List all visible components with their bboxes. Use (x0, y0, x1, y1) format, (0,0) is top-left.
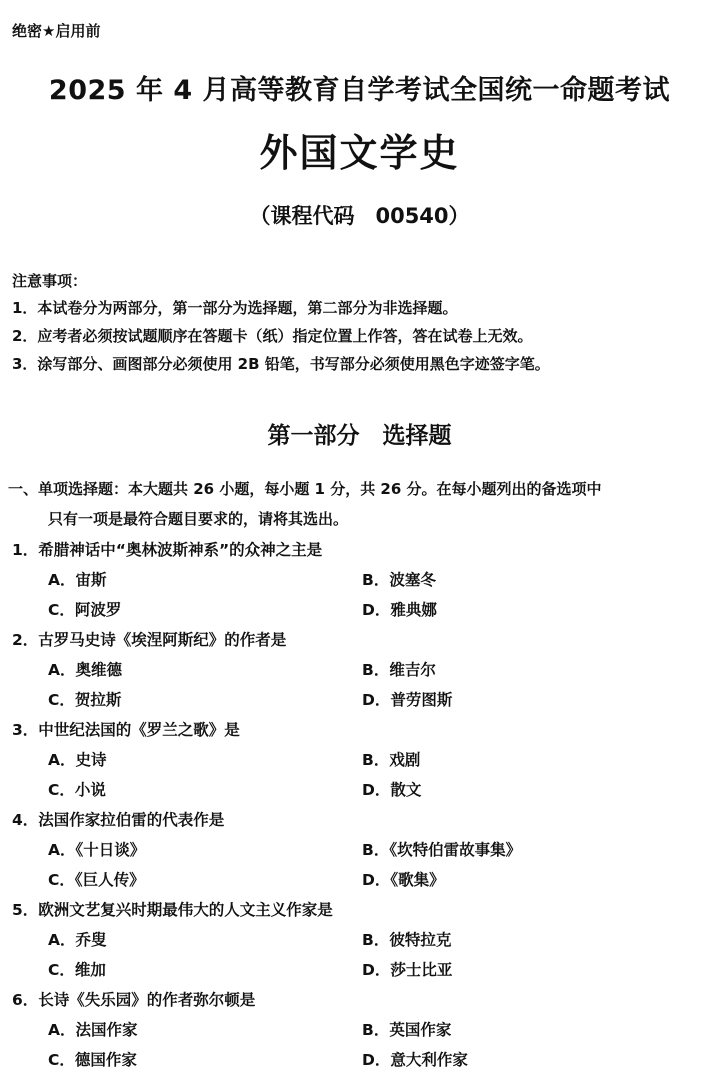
option-a: A．宙斯 (48, 571, 107, 589)
question-stem: 2．古罗马史诗《埃涅阿斯纪》的作者是 (12, 631, 287, 649)
question-stem: 6．长诗《失乐园》的作者弥尔顿是 (12, 991, 256, 1009)
section-heading: 一、单项选择题：本大题共 26 小题，每小题 1 分，共 26 分。在每小题列出的备选项中 (8, 480, 602, 498)
option-d: D．普劳图斯 (362, 691, 453, 709)
option-c: C．维加 (48, 961, 106, 979)
option-c: C．小说 (48, 781, 106, 799)
option-a: A．法国作家 (48, 1021, 138, 1039)
note-item: 2．应考者必须按试题顺序在答题卡（纸）指定位置上作答，答在试卷上无效。 (12, 327, 533, 345)
option-a: A．奥维德 (48, 661, 122, 679)
option-b: B．《坎特伯雷故事集》 (362, 841, 522, 859)
option-b: B．彼特拉克 (362, 931, 452, 949)
note-item: 1．本试卷分为两部分，第一部分为选择题，第二部分为非选择题。 (12, 299, 458, 317)
note-item: 3．涂写部分、画图部分必须使用 2B 铅笔，书写部分必须使用黑色字迹签字笔。 (12, 355, 550, 373)
question-stem: 5．欧洲文艺复兴时期最伟大的人文主义作家是 (12, 901, 333, 919)
option-d: D．散文 (362, 781, 422, 799)
notes-title: 注意事项： (12, 272, 88, 290)
option-c: C．阿波罗 (48, 601, 122, 619)
option-d: D．《歌集》 (362, 871, 445, 889)
option-d: D．意大利作家 (362, 1051, 468, 1069)
option-d: D．莎士比亚 (362, 961, 453, 979)
question-stem: 3．中世纪法国的《罗兰之歌》是 (12, 721, 240, 739)
option-b: B．英国作家 (362, 1021, 452, 1039)
option-c: C．德国作家 (48, 1051, 137, 1069)
option-a: A．史诗 (48, 751, 107, 769)
course-code: （课程代码 00540） (249, 204, 470, 228)
section-heading-continued: 只有一项是最符合题目要求的，请将其选出。 (48, 510, 349, 528)
option-b: B．维吉尔 (362, 661, 436, 679)
exam-title: 2025 年 4 月高等教育自学考试全国统一命题考试 (48, 75, 671, 106)
confidential-label: 绝密★启用前 (12, 22, 101, 40)
option-c: C．贺拉斯 (48, 691, 122, 709)
option-d: D．雅典娜 (362, 601, 437, 619)
subject-title: 外国文学史 (259, 131, 460, 175)
part-title: 第一部分 选择题 (267, 423, 452, 449)
option-b: B．波塞冬 (362, 571, 436, 589)
option-c: C．《巨人传》 (48, 871, 145, 889)
question-stem: 1．希腊神话中“奥林波斯神系”的众神之主是 (12, 541, 323, 559)
option-a: A．《十日谈》 (48, 841, 146, 859)
question-stem: 4．法国作家拉伯雷的代表作是 (12, 811, 225, 829)
option-a: A．乔叟 (48, 931, 107, 949)
option-b: B．戏剧 (362, 751, 421, 769)
